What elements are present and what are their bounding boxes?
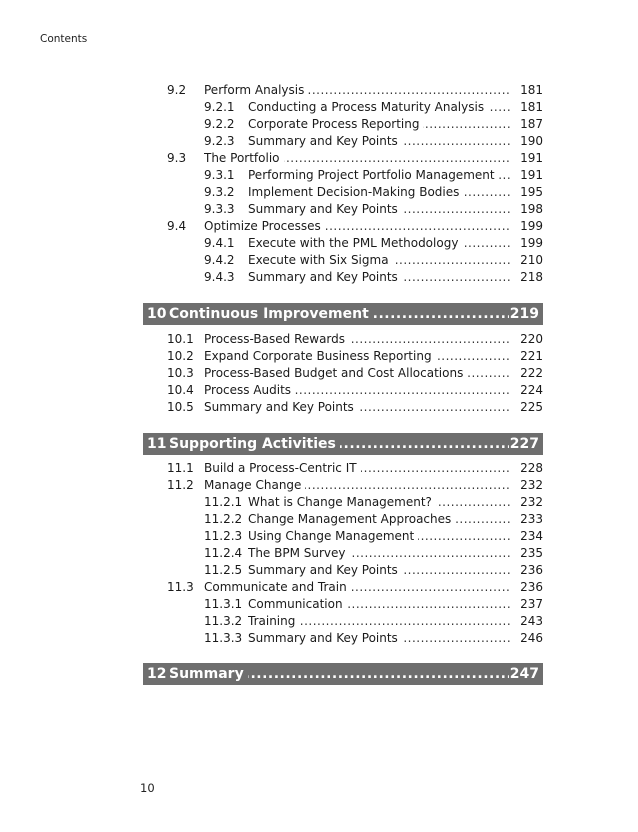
toc-entry-number: 9.3 xyxy=(167,151,187,165)
toc-entry-title: Process-Based Rewards xyxy=(204,332,349,346)
toc-entry-title: Summary and Key Points xyxy=(248,202,402,216)
toc-entry[interactable] xyxy=(143,150,543,167)
toc-entry-number: 9.2.3 xyxy=(204,134,235,148)
toc-entry-number: 9.4 xyxy=(167,219,187,233)
toc-entry-number: 11.3.3 xyxy=(204,631,243,645)
toc-entry-title: Conducting a Process Maturity Analysis xyxy=(248,100,488,114)
running-header: Contents xyxy=(40,33,88,45)
toc-entry-title: Summary and Key Points xyxy=(248,631,402,645)
toc-entry-number: 9.4.3 xyxy=(204,270,235,284)
toc-entry-number: 10.2 xyxy=(167,349,194,363)
toc-entry[interactable] xyxy=(143,116,543,133)
toc-entry[interactable] xyxy=(143,365,543,382)
toc-entry-number: 11.2.1 xyxy=(204,495,243,509)
chapter-heading-11[interactable] xyxy=(143,433,543,455)
toc-entry-page: 198 xyxy=(520,202,543,216)
toc-entry-number: 11.2.2 xyxy=(204,512,243,526)
toc-entry[interactable] xyxy=(143,184,543,201)
toc-entry-page: 232 xyxy=(520,478,543,492)
toc-entry-page: 225 xyxy=(520,400,543,414)
toc-entry[interactable] xyxy=(143,269,543,286)
chapter-number: 10 xyxy=(147,306,167,322)
chapter-heading-10[interactable] xyxy=(143,303,543,325)
chapter-title: Summary xyxy=(169,666,248,682)
toc-entry-page: 199 xyxy=(520,236,543,250)
toc-entry-page: 237 xyxy=(520,597,543,611)
toc-entry-page: 218 xyxy=(520,270,543,284)
toc-entry-number: 9.4.2 xyxy=(204,253,235,267)
toc-entry-page: 191 xyxy=(520,168,543,182)
toc-entry-page: 246 xyxy=(520,631,543,645)
toc-entry-page: 243 xyxy=(520,614,543,628)
toc-entry-title: Process Audits xyxy=(204,383,295,397)
toc-entry-number: 11.2 xyxy=(167,478,194,492)
chapter-number: 12 xyxy=(147,666,167,682)
toc-entry-number: 9.3.2 xyxy=(204,185,235,199)
toc-entry-page: 234 xyxy=(520,529,543,543)
toc-entry[interactable] xyxy=(143,82,543,99)
toc-entry-title: Communication xyxy=(248,597,347,611)
toc-entry[interactable] xyxy=(143,399,543,416)
toc-entry-page: 228 xyxy=(520,461,543,475)
toc-entry[interactable] xyxy=(143,201,543,218)
toc-entry-number: 9.2.2 xyxy=(204,117,235,131)
toc-entry-page: 232 xyxy=(520,495,543,509)
toc-entry-page: 224 xyxy=(520,383,543,397)
toc-entry-title: Execute with the PML Methodology xyxy=(248,236,462,250)
toc-entry-page: 187 xyxy=(520,117,543,131)
toc-entry[interactable] xyxy=(143,511,543,528)
toc-entry[interactable] xyxy=(143,613,543,630)
toc-entry-number: 9.3.3 xyxy=(204,202,235,216)
toc-entry-title: Training xyxy=(248,614,299,628)
toc-entry-title: Expand Corporate Business Reporting xyxy=(204,349,436,363)
toc-entry-number: 9.2 xyxy=(167,83,187,97)
toc-entry[interactable] xyxy=(143,99,543,116)
chapter-title: Continuous Improvement xyxy=(169,306,373,322)
toc-entry-title: Process-Based Budget and Cost Allocations xyxy=(204,366,467,380)
toc-entry-number: 11.3.1 xyxy=(204,597,243,611)
toc-entry-page: 233 xyxy=(520,512,543,526)
toc-entry-title: Performing Project Portfolio Management xyxy=(248,168,499,182)
toc-entry-title: Using Change Management xyxy=(248,529,418,543)
toc-entry-title: The Portfolio xyxy=(204,151,284,165)
toc-entry-page: 220 xyxy=(520,332,543,346)
toc-entry-number: 11.2.3 xyxy=(204,529,243,543)
toc-block-chapter-11 xyxy=(143,460,543,647)
toc-entry-title: Change Management Approaches xyxy=(248,512,455,526)
toc-entry-page: 235 xyxy=(520,546,543,560)
toc-entry-page: 195 xyxy=(520,185,543,199)
toc-entry[interactable] xyxy=(143,460,543,477)
toc-entry[interactable] xyxy=(143,579,543,596)
toc-entry[interactable] xyxy=(143,596,543,613)
toc-entry[interactable] xyxy=(143,133,543,150)
toc-entry-number: 9.2.1 xyxy=(204,100,235,114)
toc-entry-page: 222 xyxy=(520,366,543,380)
chapter-number: 11 xyxy=(147,436,167,452)
toc-entry[interactable] xyxy=(143,348,543,365)
toc-entry-number: 11.3.2 xyxy=(204,614,243,628)
toc-entry-number: 11.3 xyxy=(167,580,194,594)
toc-entry[interactable] xyxy=(143,252,543,269)
chapter-page: 219 xyxy=(509,306,539,322)
toc-entry-title: What is Change Management? xyxy=(248,495,436,509)
page-number: 10 xyxy=(140,781,155,795)
toc-entry[interactable] xyxy=(143,528,543,545)
toc-entry[interactable] xyxy=(143,167,543,184)
toc-entry[interactable] xyxy=(143,494,543,511)
toc-entry-title: Summary and Key Points xyxy=(204,400,358,414)
toc-entry-page: 236 xyxy=(520,580,543,594)
toc-entry-page: 236 xyxy=(520,563,543,577)
toc-entry-page: 210 xyxy=(520,253,543,267)
toc-entry-number: 10.4 xyxy=(167,383,194,397)
toc-entry-title: The BPM Survey xyxy=(248,546,350,560)
toc-entry-number: 10.3 xyxy=(167,366,194,380)
toc-entry-number: 9.4.1 xyxy=(204,236,235,250)
toc-entry-title: Implement Decision-Making Bodies xyxy=(248,185,463,199)
toc-entry-title: Perform Analysis xyxy=(204,83,308,97)
toc-entry-title: Optimize Processes xyxy=(204,219,325,233)
toc-entry-title: Summary and Key Points xyxy=(248,270,402,284)
toc-entry-page: 181 xyxy=(520,100,543,114)
toc-entry-page: 190 xyxy=(520,134,543,148)
toc-entry[interactable] xyxy=(143,331,543,348)
toc-entry[interactable] xyxy=(143,382,543,399)
toc-entry[interactable] xyxy=(143,218,543,235)
toc-entry-page: 199 xyxy=(520,219,543,233)
toc-entry-number: 10.1 xyxy=(167,332,194,346)
chapter-heading-12[interactable] xyxy=(143,663,543,685)
toc-entry-title: Execute with Six Sigma xyxy=(248,253,393,267)
chapter-page: 247 xyxy=(509,666,539,682)
toc-entry[interactable] xyxy=(143,235,543,252)
toc-entry[interactable] xyxy=(143,545,543,562)
toc-entry-title: Manage Change xyxy=(204,478,305,492)
toc-entry-number: 11.2.5 xyxy=(204,563,243,577)
chapter-title: Supporting Activities xyxy=(169,436,340,452)
toc-entry-title: Summary and Key Points xyxy=(248,134,402,148)
toc-entry-title: Communicate and Train xyxy=(204,580,351,594)
toc-entry-page: 181 xyxy=(520,83,543,97)
toc-entry-number: 9.3.1 xyxy=(204,168,235,182)
toc-entry[interactable] xyxy=(143,477,543,494)
toc-entry[interactable] xyxy=(143,630,543,647)
toc-block-chapter-9 xyxy=(143,82,543,286)
toc-block-chapter-10 xyxy=(143,331,543,416)
toc-entry[interactable] xyxy=(143,562,543,579)
toc-entry-number: 11.1 xyxy=(167,461,194,475)
toc-entry-number: 10.5 xyxy=(167,400,194,414)
toc-entry-title: Build a Process-Centric IT xyxy=(204,461,361,475)
toc-entry-title: Corporate Process Reporting xyxy=(248,117,423,131)
toc-entry-number: 11.2.4 xyxy=(204,546,243,560)
chapter-page: 227 xyxy=(509,436,539,452)
toc-entry-title: Summary and Key Points xyxy=(248,563,402,577)
toc-entry-page: 191 xyxy=(520,151,543,165)
toc-entry-page: 221 xyxy=(520,349,543,363)
